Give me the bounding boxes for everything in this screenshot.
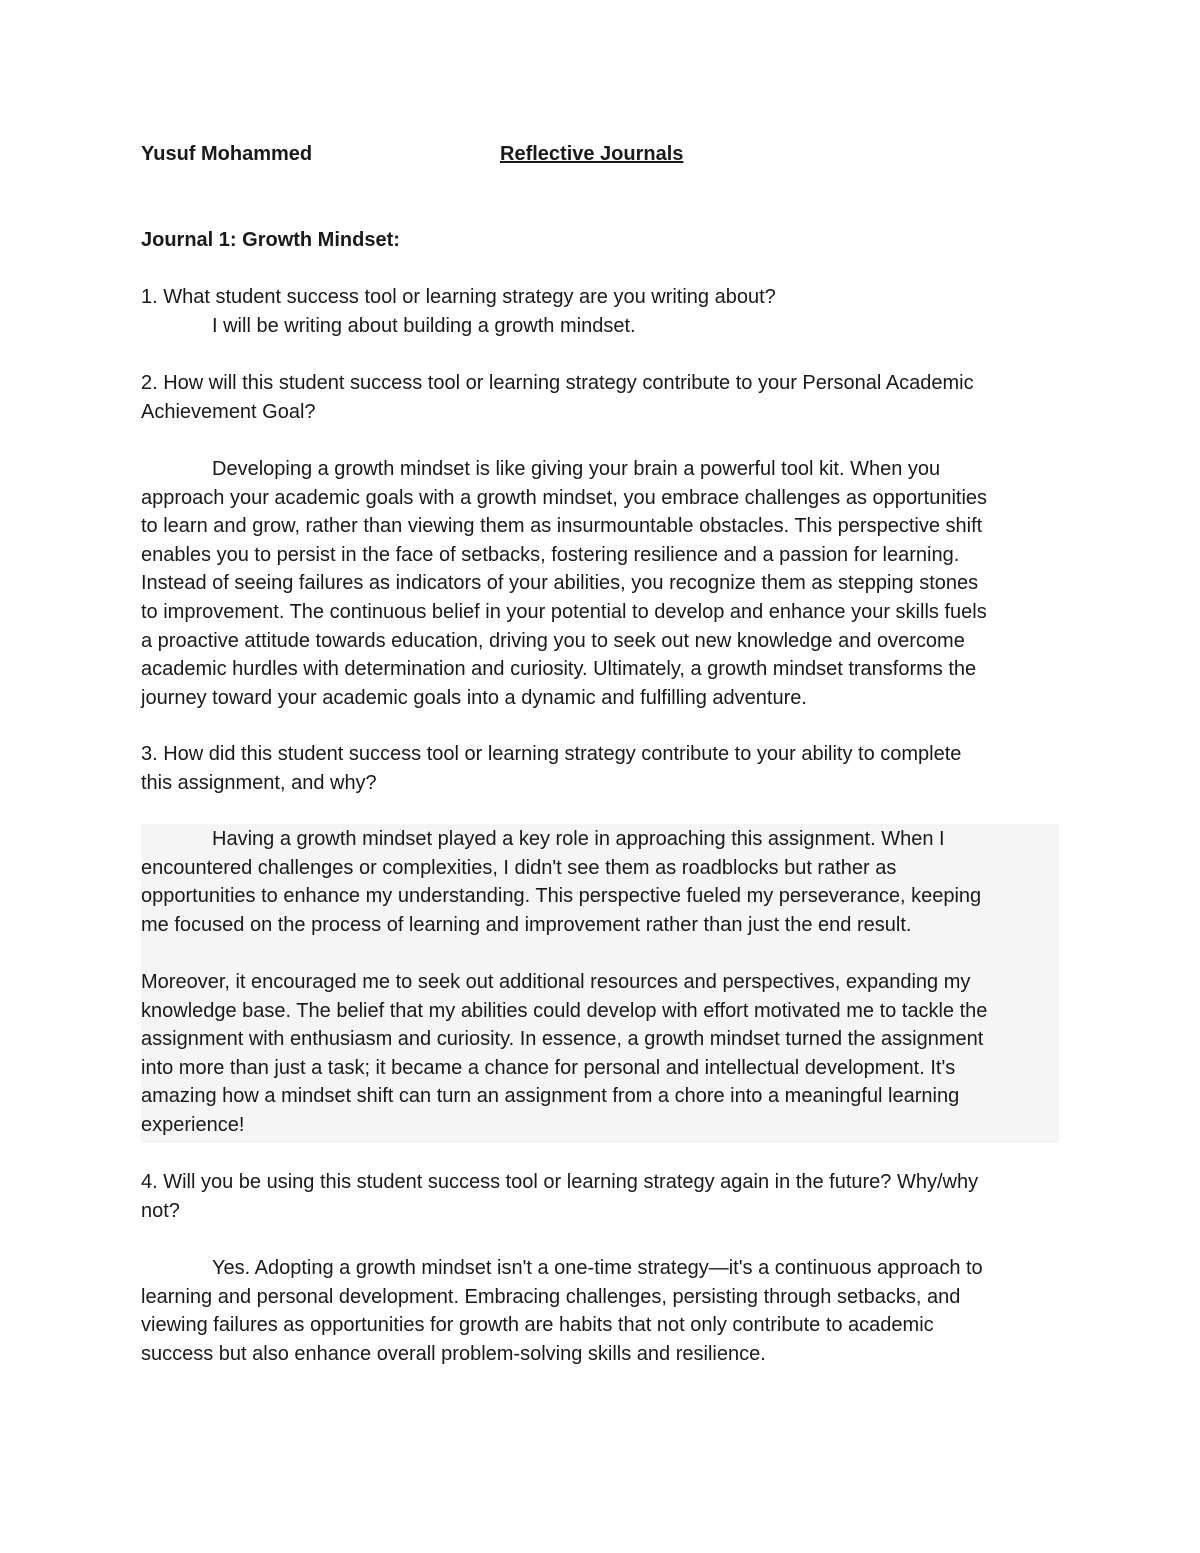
question-1: 1. What student success tool or learning strategy are you writing about? xyxy=(141,286,776,308)
question-3-line: 3. How did this student success tool or learning strategy contribute to your ability to complete xyxy=(141,743,962,765)
question-2-line: Achievement Goal? xyxy=(141,400,316,423)
answer-2-line: Developing a growth mindset is like giving your brain a powerful tool kit. When you xyxy=(212,458,941,480)
answer-3-line: Moreover, it encouraged me to seek out additional resources and perspectives, expanding my xyxy=(141,971,971,993)
answer-2-line: to learn and grow, rather than viewing them as insurmountable obstacles. This perspective shift xyxy=(141,515,983,538)
answer-2-line: academic hurdles with determination and curiosity. Ultimately, a growth mindset transforms the xyxy=(141,658,977,681)
answer-2 xyxy=(141,455,1061,712)
answer-2-line: journey toward your academic goals into a dynamic and fulfilling adventure. xyxy=(141,686,807,709)
author-name: Yusuf Mohammed xyxy=(141,143,313,165)
document-title: Reflective Journals xyxy=(500,143,684,165)
answer-2-line: approach your academic goals with a growth mindset, you embrace challenges as opportunities xyxy=(141,486,988,509)
answer-2-line: to improvement. The continuous belief in your potential to develop and enhance your skills fuels xyxy=(141,600,987,623)
answer-2-line: enables you to persist in the face of setbacks, fostering resilience and a passion for learning. xyxy=(141,543,960,566)
answer-2-line: a proactive attitude towards education, driving you to seek out new knowledge and overcome xyxy=(141,629,965,652)
question-4-line: not? xyxy=(141,1199,180,1222)
answer-3-paragraph-2 xyxy=(141,968,1061,1140)
answer-3-line: experience! xyxy=(141,1113,245,1136)
answer-3-line: opportunities to enhance my understanding. This perspective fueled my perseverance, keeping xyxy=(141,885,982,908)
answer-3-line: encountered challenges or complexities, I didn't see them as roadblocks but rather as xyxy=(141,856,897,879)
journal-heading: Journal 1: Growth Mindset: xyxy=(141,229,400,251)
question-2 xyxy=(141,369,1061,426)
answer-3-line: assignment with enthusiasm and curiosity. In essence, a growth mindset turned the assignment xyxy=(141,1028,984,1051)
question-3 xyxy=(141,740,1061,797)
answer-1: I will be writing about building a growth mindset. xyxy=(212,315,636,337)
question-4-line: 4. Will you be using this student success tool or learning strategy again in the future? Why/why xyxy=(141,1171,979,1193)
answer-4 xyxy=(141,1254,1061,1368)
answer-3-paragraph-1 xyxy=(141,825,1061,939)
answer-3-line: Having a growth mindset played a key role in approaching this assignment. When I xyxy=(212,828,945,850)
answer-4-line: Yes. Adopting a growth mindset isn't a one-time strategy—it's a continuous approach to xyxy=(212,1257,983,1279)
answer-3-line: knowledge base. The belief that my abilities could develop with effort motivated me to tackle the xyxy=(141,999,988,1022)
answer-2-line: Instead of seeing failures as indicators of your abilities, you recognize them as stepping stones xyxy=(141,572,979,595)
answer-3-line: me focused on the process of learning and improvement rather than just the end result. xyxy=(141,913,912,936)
answer-4-line: success but also enhance overall problem-solving skills and resilience. xyxy=(141,1342,766,1365)
answer-3-line: into more than just a task; it became a chance for personal and intellectual development. It's xyxy=(141,1056,956,1079)
answer-3-line: amazing how a mindset shift can turn an assignment from a chore into a meaningful learning xyxy=(141,1085,960,1108)
question-3-line: this assignment, and why? xyxy=(141,771,377,794)
answer-4-line: viewing failures as opportunities for growth are habits that not only contribute to academic xyxy=(141,1314,934,1337)
question-4 xyxy=(141,1168,1061,1225)
answer-4-line: learning and personal development. Embracing challenges, persisting through setbacks, and xyxy=(141,1285,961,1308)
question-2-line: 2. How will this student success tool or learning strategy contribute to your Personal Academic xyxy=(141,372,974,394)
